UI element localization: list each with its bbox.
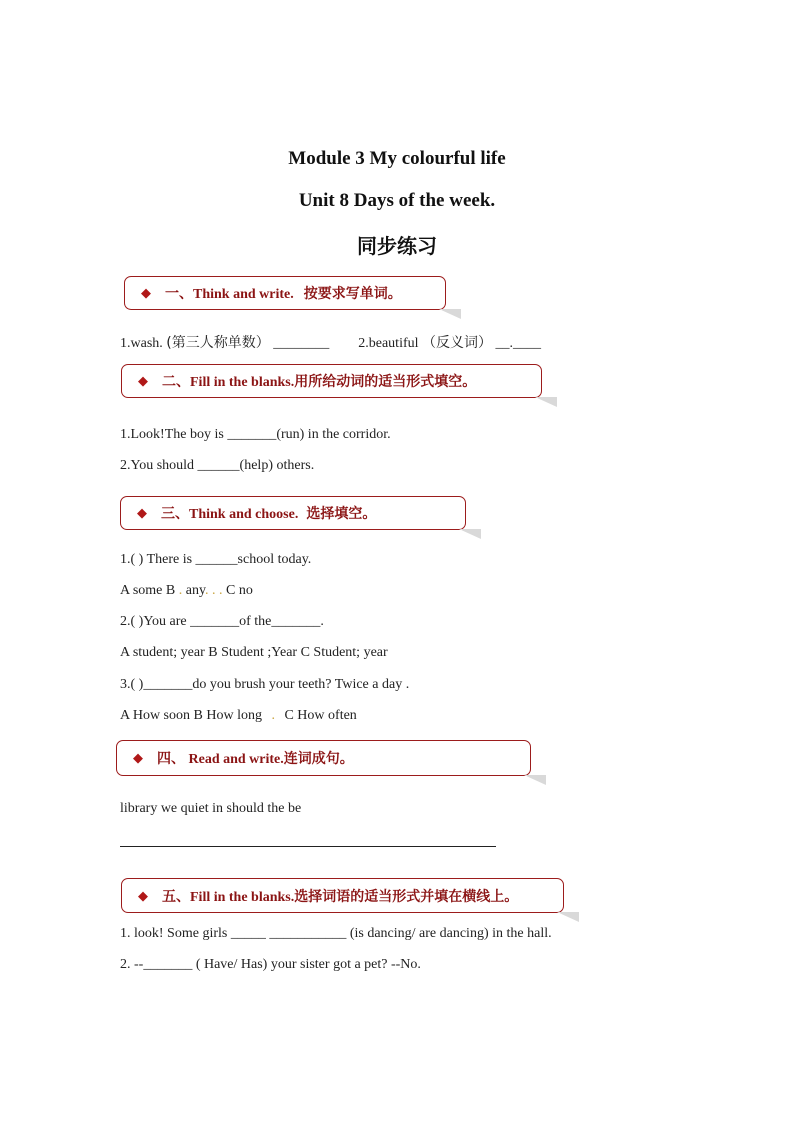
module-title: Module 3 My colourful life [288,148,506,169]
s3-q1-opt-c: C no [226,583,253,598]
s3-q1-opt-b: any [185,583,206,598]
s1-q1-blank: ________ [273,336,330,351]
s4-words: library we quiet in should the be [120,801,302,816]
section-header-en: 三、Think and choose. [161,507,299,522]
s3-q3-options: A How soon B How long . C How often [120,708,357,723]
diamond-icon: ◆ [138,887,148,903]
section-header-en: 一、Think and write. [165,287,294,302]
s3-q2: 2.( )You are _______of the_______. [120,614,324,629]
unit-title: Unit 8 Days of the week. [298,190,496,211]
diamond-icon: ◆ [141,285,151,300]
s3-q1-options: A some B . any. . . C no [120,583,253,598]
section-header-1 [124,276,446,310]
s5-q2: 2. --_______ ( Have/ Has) your sister got a pet? --No. [120,957,421,972]
section-header-en: 二、Fill in the blanks. [162,375,295,390]
diamond-icon: ◆ [137,505,147,520]
s3-q1: 1.( ) There is ______school today. [120,552,312,567]
section-header-cn: 用所给动词的适当形式填空。 [294,374,477,390]
section-header-cn: 按要求写单词。 [303,286,402,302]
s5-q1: 1. look! Some girls _____ ___________ (is dancing/ are dancing) in the hall. [120,926,552,941]
s3-q3: 3.( )_______do you brush your teeth? Twice a day . [120,677,410,692]
section-header-en: 五、Fill in the blanks. [162,889,295,905]
section-header-en: 四、 Read and write. [157,752,284,767]
section-header-4 [116,740,531,776]
section-header-cn: 选择填空。 [306,506,377,522]
s2-q1: 1.Look!The boy is _______(run) in the corridor. [120,427,391,442]
s2-q2: 2.You should ______(help) others. [120,458,315,473]
diamond-icon: ◆ [133,750,143,765]
section-header-cn: 连词成句。 [283,751,354,767]
s3-q3-opt-ab: A How soon B How long [120,708,262,723]
s1-q1-word: 1.wash. [120,336,163,351]
practice-title: 同步练习 [357,234,437,258]
s1-q2-hint: （反义词） [422,335,493,351]
s3-q1-opt-a: A some B [120,583,176,598]
diamond-icon: ◆ [138,373,148,388]
section-header-3 [120,496,466,530]
section-header-cn: 选择词语的适当形式并填在横线上。 [294,888,519,905]
s3-q3-opt-c: C How often [284,708,357,723]
section-header-5 [121,878,564,913]
s1-q1-hint: (第三人称单数） [166,335,270,351]
s1-q2-word: 2.beautiful [358,336,419,351]
s3-q2-options: A student; year B Student ;Year C Student; year [120,645,388,660]
answer-line [120,846,496,847]
s1-q2-blank: __.____ [495,336,542,351]
s1-questions [120,332,541,352]
section-header-2 [121,364,542,398]
